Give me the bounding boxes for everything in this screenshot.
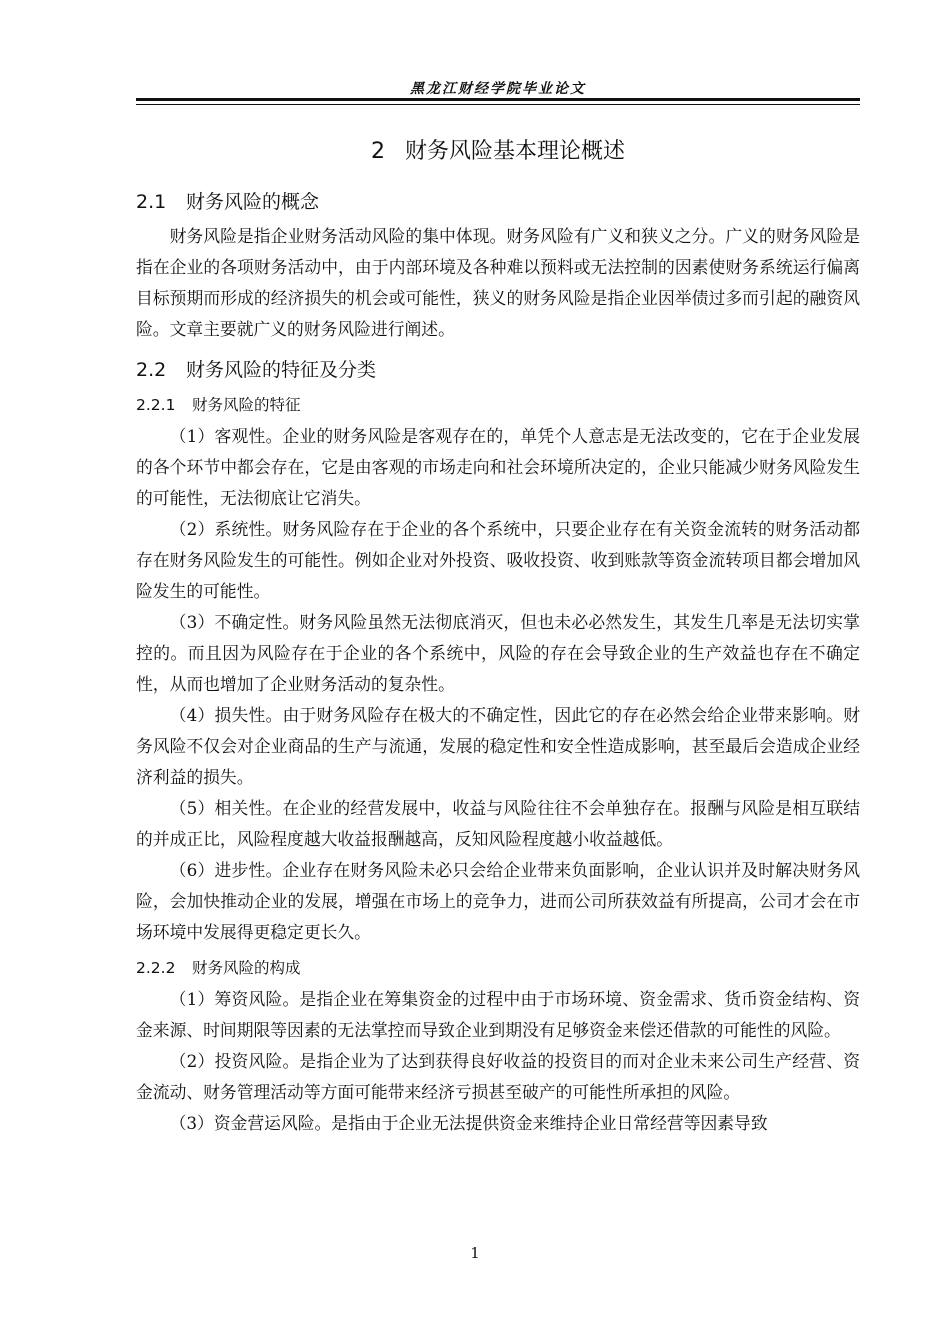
section-number: 2.1 (136, 191, 167, 213)
paragraph: （3）资金营运风险。是指由于企业无法提供资金来维持企业日常经营等因素导致 (169, 1113, 768, 1133)
section-heading-2-2 (136, 355, 860, 385)
paragraph: （2）投资风险。是指企业为了达到获得良好收益的投资目的而对企业未来公司生产经营、资金流动、财务管理活动等方面可能带来经济亏损甚至破产的可能性所承担的风险。 (136, 1051, 860, 1102)
header-rule-thin (136, 104, 860, 105)
subsection-heading-2-2-2 (136, 954, 860, 982)
section-title: 财务风险的概念 (186, 191, 320, 213)
subsection-title: 财务风险的特征 (192, 396, 301, 414)
paragraph: （1）客观性。企业的财务风险是客观存在的，单凭个人意志是无法改变的，它在于企业发展的各个环节中都会存在，它是由客观的市场走向和社会环境所决定的，企业只能减少财务风险发生的可能性，无法彻底让它消失。 (136, 426, 860, 508)
paragraph: 财务风险是指企业财务活动风险的集中体现。财务风险有广义和狭义之分。广义的财务风险是指在企业的各项财务活动中，由于内部环境及各种难以预料或无法控制的因素使财务系统运行偏离目标预期而形成的经济损失的机会或可能性，狭义的财务风险是指企业因举债过多而引起的融资风险。文章主要就广义的财务风险进行阐述。 (136, 226, 860, 339)
chapter-title: 财务风险基本理论概述 (404, 139, 625, 164)
body-content (136, 130, 860, 1139)
header-rule-thick (136, 98, 860, 101)
page-number: 1 (470, 1244, 480, 1262)
chapter-heading (136, 134, 860, 165)
paragraph: （5）相关性。在企业的经营发展中，收益与风险往往不会单独存在。报酬与风险是相互联结的并成正比，风险程度越大收益报酬越高，反知风险程度越小收益越低。 (136, 798, 860, 849)
paragraph: （1）筹资风险。是指企业在筹集资金的过程中由于市场环境、资金需求、货币资金结构、资金来源、时间期限等因素的无法掌控而导致企业到期没有足够资金来偿还借款的可能性的风险。 (136, 989, 860, 1040)
subsection-number: 2.2.2 (136, 959, 176, 977)
section-number: 2.2 (136, 359, 167, 381)
paragraph: （3）不确定性。财务风险虽然无法彻底消灭，但也未必必然发生，其发生几率是无法切实掌控的。而且因为风险存在于企业的各个系统中，风险的存在会导致企业的生产效益也存在不确定性，从而也增加了企业财务活动的复杂性。 (136, 612, 860, 694)
running-header: 黑龙江财经学院毕业论文 (410, 81, 586, 97)
subsection-heading-2-2-1 (136, 391, 860, 419)
subsection-number: 2.2.1 (136, 396, 176, 414)
chapter-number: 2 (370, 139, 385, 164)
paragraph: （2）系统性。财务风险存在于企业的各个系统中，只要企业存在有关资金流转的财务活动都存在财务风险发生的可能性。例如企业对外投资、吸收投资、收到账款等资金流转项目都会增加风险发生的可能性。 (136, 519, 860, 601)
subsection-title: 财务风险的构成 (192, 959, 301, 977)
section-heading-2-1 (136, 187, 860, 217)
paragraph: （6）进步性。企业存在财务风险未必只会给企业带来负面影响，企业认识并及时解决财务风险，会加快推动企业的发展，增强在市场上的竞争力，进而公司所获效益有所提高，公司才会在市场环境中发展得更稳定更长久。 (136, 860, 860, 942)
section-title: 财务风险的特征及分类 (186, 359, 377, 381)
paragraph: （4）损失性。由于财务风险存在极大的不确定性，因此它的存在必然会给企业带来影响。财务风险不仅会对企业商品的生产与流通，发展的稳定性和安全性造成影响，甚至最后会造成企业经济利益的损失。 (136, 705, 860, 787)
